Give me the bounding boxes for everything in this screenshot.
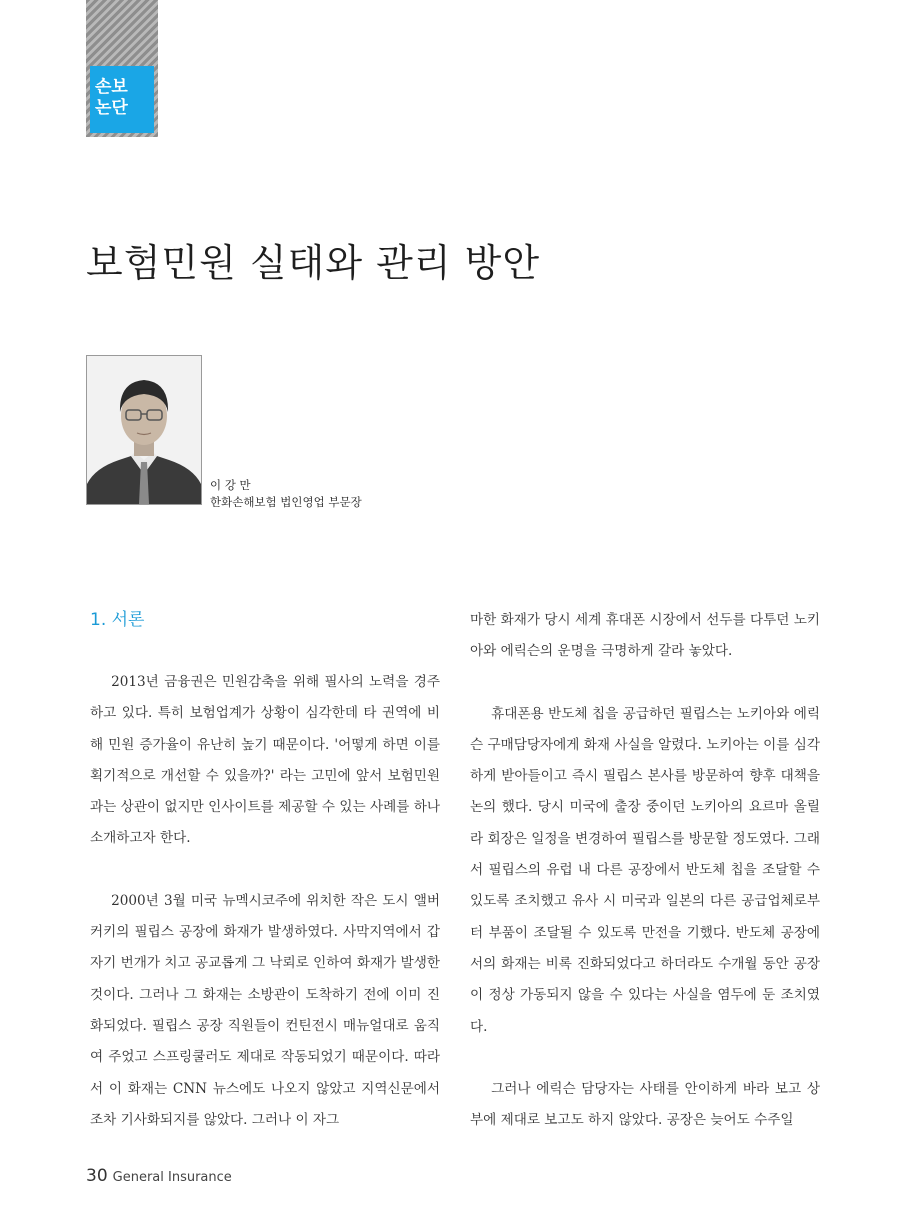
section-label-line-2: 논단 [95, 98, 128, 118]
body-paragraph: 2000년 3월 미국 뉴멕시코주에 위치한 작은 도시 앨버커키의 필립스 공장에 화재가 발생하였다. 사막지역에서 갑자기 번개가 치고 공교롭게 그 낙뢰로 인하여 화재가 발생한 것이다. 그러나 그 화재는 소방관이 도착하기 전에 이미 진화되었다. 필립스 공장 직원들이 컨틴전시 매뉴얼대로 움직여 주었고 스프링쿨러도 제대로 작동되었기 때문이다. 따라서 이 화재는 CNN 뉴스에도 나오지 않았고 지역신문에서조차 기사화되지를 않았다. 그러나 이 자그 [90, 892, 440, 1128]
page-footer [86, 1166, 232, 1186]
section-heading: 1. 서론 [90, 610, 145, 630]
body-paragraph: 그러나 에릭슨 담당자는 사태를 안이하게 바라 보고 상부에 제대로 보고도 하지 않았다. 공장은 늦어도 수주일 [470, 1080, 820, 1129]
author-name: 이 강 만 [210, 478, 251, 492]
body-paragraph: 휴대폰용 반도체 칩을 공급하던 필립스는 노키아와 에릭슨 구매담당자에게 화재 사실을 알렸다. 노키아는 이를 심각하게 받아들이고 즉시 필립스 본사를 방문하여 향후 대책을 논의 했다. 당시 미국에 출장 중이던 노키아의 요르마 올릴라 회장은 일정을 변경하여 필립스를 방문할 정도였다. 그래서 필립스의 유럽 내 다른 공장에서 반도체 칩을 조달할 수 있도록 조치했고 유사 시 미국과 일본의 다른 공급업체로부터 부품이 조달될 수 있도록 만전을 기했다. 반도체 공장에서의 화재는 비록 진화되었다고 하더라도 수개월 동안 공장이 정상 가동되지 않을 수 있다는 사실을 염두에 둔 조치였다. [470, 705, 820, 1035]
article-title: 보험민원 실태와 관리 방안 [86, 241, 541, 285]
author-portrait-image [87, 356, 201, 504]
author-info [210, 477, 362, 511]
section-label-line-1: 손보 [95, 77, 128, 97]
body-paragraph: 2013년 금융권은 민원감축을 위해 필사의 노력을 경주하고 있다. 특히 보험업계가 상황이 심각한데 타 권역에 비해 민원 증가율이 유난히 높기 때문이다. '어떻게 하면 이를 획기적으로 개선할 수 있을까?' 라는 고민에 앞서 보험민원과는 상관이 없지만 인사이트를 제공할 수 있는 사례를 하나 소개하고자 한다. [90, 674, 440, 847]
body-column-left [90, 605, 440, 1136]
page-number: 30 [86, 1166, 108, 1186]
section-label [90, 66, 154, 133]
body-column-right [470, 605, 820, 1136]
section-tab [86, 0, 158, 137]
author-photo [86, 355, 202, 505]
author-affiliation: 한화손해보험 법인영업 부문장 [210, 495, 362, 509]
publication-name: General Insurance [112, 1170, 232, 1185]
body-paragraph: 마한 화재가 당시 세계 휴대폰 시장에서 선두를 다투던 노키아와 에릭슨의 운명을 극명하게 갈라 놓았다. [470, 612, 820, 660]
